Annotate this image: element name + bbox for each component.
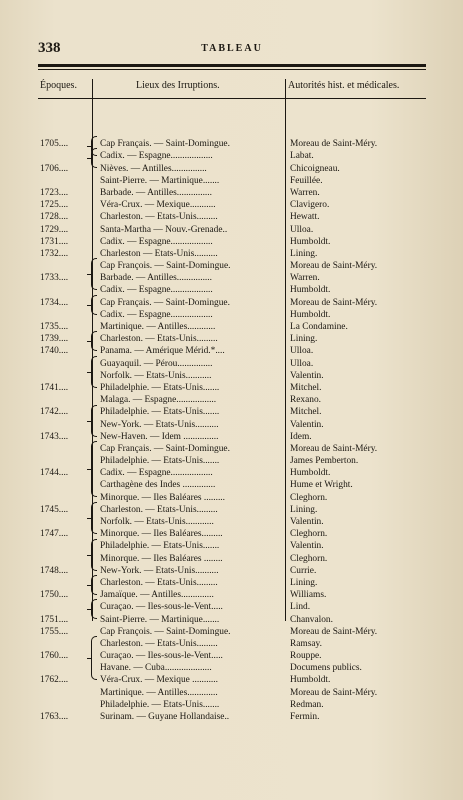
author-cell: Chicoigneau. <box>290 163 340 174</box>
place-cell: Norfolk. — Etats-Unis........... <box>100 370 212 381</box>
author-cell: Rouppe. <box>290 651 322 662</box>
table-row <box>0 516 463 528</box>
author-cell: Mitchel. <box>290 407 322 418</box>
year-cell: 1744.... <box>40 468 69 479</box>
table-row <box>0 284 463 296</box>
author-cell: Humboldt. <box>290 285 331 296</box>
author-cell: Rexano. <box>290 395 321 406</box>
author-cell: Williams. <box>290 590 327 601</box>
table-row <box>0 236 463 248</box>
author-cell: James Pemberton. <box>290 456 359 467</box>
brace <box>91 502 97 534</box>
brace <box>91 599 97 619</box>
table-row <box>0 565 463 577</box>
place-cell: Charleston. — Etats-Unis......... <box>100 638 218 649</box>
place-cell: Philadelphie. — Etats-Unis....... <box>100 699 220 710</box>
table-row <box>0 370 463 382</box>
author-cell: Hume et Wright. <box>290 480 353 491</box>
year-cell: 1755.... <box>40 626 69 637</box>
table-row <box>0 540 463 552</box>
year-cell: 1743.... <box>40 431 69 442</box>
year-cell: 1748.... <box>40 565 69 576</box>
place-cell: Véra-Crux. — Mexique ........... <box>100 675 218 686</box>
header-rule-thin <box>38 69 426 70</box>
place-cell: Cap François. — Saint-Domingue. <box>100 626 231 637</box>
brace <box>91 356 97 388</box>
table-row <box>0 224 463 236</box>
place-cell: Martinique. — Antilles............. <box>100 687 218 698</box>
table-row <box>0 248 463 260</box>
place-cell: Norfolk. — Etats-Unis............ <box>100 517 214 527</box>
table-body <box>0 126 463 723</box>
author-cell: Mitchel. <box>290 382 322 393</box>
place-cell: Charleston — Etats-Unis.......... <box>100 248 218 259</box>
author-cell: Humboldt. <box>290 236 331 247</box>
table-row <box>0 455 463 467</box>
author-cell: Documens publics. <box>290 663 362 674</box>
place-cell: Saint-Pierre. — Martinique....... <box>100 175 220 186</box>
place-cell: New-York. — Etats-Unis.......... <box>100 565 219 576</box>
table-row <box>0 260 463 272</box>
place-cell: Charleston. — Etats-Unis......... <box>100 212 218 223</box>
place-cell: Cap Français. — Saint-Domingue. <box>100 443 230 454</box>
place-cell: Charleston. — Etats-Unis......... <box>100 334 218 345</box>
table-row <box>0 614 463 626</box>
year-cell: 1747.... <box>40 529 69 540</box>
table-row <box>0 138 463 150</box>
year-cell: 1740.... <box>40 346 69 357</box>
author-cell: Moreau de Saint-Méry. <box>290 139 378 150</box>
year-cell: 1735.... <box>40 322 69 332</box>
place-cell: Panama. — Amérique Mérid.*.... <box>100 346 225 357</box>
year-cell: 1731.... <box>40 236 69 247</box>
place-cell: Cap François. — Saint-Domingue. <box>100 261 231 272</box>
author-cell: Warren. <box>290 273 320 284</box>
table-row <box>0 699 463 711</box>
table-row <box>0 358 463 370</box>
author-cell: Clavigero. <box>290 200 330 211</box>
year-cell: 1750.... <box>40 590 69 601</box>
place-cell: Barbade. — Antilles............... <box>100 273 212 284</box>
author-cell: Chanvalon. <box>290 614 333 625</box>
author-cell: Moreau de Saint-Méry. <box>290 261 378 272</box>
place-cell: Minorque. — Iles Baléares ......... <box>100 492 225 503</box>
place-cell: Martinique. — Antilles............ <box>100 322 216 332</box>
author-cell: Cleghorn. <box>290 553 328 564</box>
author-cell: Valentin. <box>290 517 324 527</box>
table-row <box>0 479 463 491</box>
place-cell: Charleston. — Etats-Unis......... <box>100 504 218 515</box>
table-row <box>0 175 463 187</box>
author-cell: Lining. <box>290 577 318 588</box>
author-cell: Lining. <box>290 504 318 515</box>
table-row <box>0 674 463 686</box>
place-cell: Minorque. — Iles Baléares ........ <box>100 553 223 564</box>
author-cell: Humboldt. <box>290 675 331 686</box>
table-row <box>0 163 463 175</box>
table-row <box>0 382 463 394</box>
place-cell: Curaçao. — Iles-sous-le-Vent..... <box>100 651 223 662</box>
year-cell: 1751.... <box>40 614 69 625</box>
table-row <box>0 211 463 223</box>
author-cell: Labat. <box>290 151 314 162</box>
place-cell: New-York. — Etats-Unis.......... <box>100 419 219 430</box>
author-cell: Lining. <box>290 248 318 259</box>
year-cell: 1739.... <box>40 334 69 345</box>
year-cell: 1706.... <box>40 163 69 174</box>
year-cell: 1705.... <box>40 139 69 150</box>
column-header-lieux: Lieux des Irruptions. <box>136 80 220 91</box>
table-row <box>0 345 463 357</box>
year-cell: 1762.... <box>40 675 69 686</box>
table-row <box>0 504 463 516</box>
place-cell: Guayaquil. — Pérou............... <box>100 358 213 369</box>
place-cell: Cadix. — Espagne.................. <box>100 285 213 296</box>
place-cell: Santa-Martha — Nouv.-Grenade.. <box>100 224 228 235</box>
table-row <box>0 443 463 455</box>
header-rule-thick <box>38 64 426 67</box>
author-cell: Cleghorn. <box>290 492 328 503</box>
year-cell: 1732.... <box>40 248 69 259</box>
author-cell: Hewatt. <box>290 212 320 223</box>
table-row <box>0 309 463 321</box>
author-cell: Ramsay. <box>290 638 322 649</box>
author-cell: Ulloa. <box>290 346 314 357</box>
place-cell: Philadelphie. — Etats-Unis....... <box>100 541 220 552</box>
place-cell: New-Haven. — Idem ............... <box>100 431 219 442</box>
brace <box>91 636 97 680</box>
table-row <box>0 321 463 333</box>
place-cell: Malaga. — Espagne................. <box>100 395 217 406</box>
year-cell: 1725.... <box>40 200 69 211</box>
place-cell: Minorque. — Iles Baléares......... <box>100 529 223 540</box>
place-cell: Véra-Crux. — Mexique........... <box>100 200 216 211</box>
author-cell: Currie. <box>290 565 317 576</box>
year-cell: 1745.... <box>40 504 69 515</box>
author-cell: Valentin. <box>290 370 324 381</box>
year-cell: 1760.... <box>40 651 69 662</box>
author-cell: Fermin. <box>290 712 320 722</box>
page-number: 338 <box>38 40 61 56</box>
table-row <box>0 297 463 309</box>
author-cell: Moreau de Saint-Méry. <box>290 297 378 308</box>
table-row <box>0 650 463 662</box>
table-row <box>0 711 463 723</box>
author-cell: Idem. <box>290 431 312 442</box>
brace <box>91 405 97 437</box>
table-row <box>0 394 463 406</box>
table-row <box>0 553 463 565</box>
author-cell: Ulloa. <box>290 224 314 235</box>
column-header-rule <box>38 98 426 99</box>
table-row <box>0 589 463 601</box>
author-cell: Redman. <box>290 699 324 710</box>
column-header-epoques: Époques. <box>40 80 77 91</box>
year-cell: 1723.... <box>40 187 69 198</box>
author-cell: Humboldt. <box>290 309 331 320</box>
author-cell: Feuillée. <box>290 175 323 186</box>
year-cell: 1729.... <box>40 224 69 235</box>
table-row <box>0 528 463 540</box>
table-row <box>0 272 463 284</box>
column-headers <box>38 80 426 96</box>
table-row <box>0 638 463 650</box>
author-cell: Lining. <box>290 334 318 345</box>
place-cell: Barbade. — Antilles............... <box>100 187 212 198</box>
year-cell: 1728.... <box>40 212 69 223</box>
year-cell: 1742.... <box>40 407 69 418</box>
author-cell: Humboldt. <box>290 468 331 479</box>
table-row <box>0 626 463 638</box>
place-cell: Surinam. — Guyane Hollandaise.. <box>100 712 230 722</box>
table-row <box>0 662 463 674</box>
table-row <box>0 406 463 418</box>
brace <box>91 539 97 571</box>
place-cell: Cadix. — Espagne.................. <box>100 309 213 320</box>
place-cell: Cadix. — Espagne.................. <box>100 236 213 247</box>
place-cell: Jamaïque. — Antilles.............. <box>100 590 214 601</box>
place-cell: Philadelphie. — Etats-Unis....... <box>100 407 220 418</box>
table-row <box>0 126 463 138</box>
brace <box>91 331 97 351</box>
table-row <box>0 150 463 162</box>
table-row <box>0 492 463 504</box>
place-cell: Cadix. — Espagne.................. <box>100 468 213 479</box>
table-row <box>0 187 463 199</box>
table-row <box>0 467 463 479</box>
table-row <box>0 577 463 589</box>
place-cell: Curaçao. — Iles-sous-le-Vent..... <box>100 602 223 613</box>
place-cell: Havane. — Cuba.................... <box>100 663 212 674</box>
brace <box>91 441 97 497</box>
author-cell: Moreau de Saint-Méry. <box>290 443 378 454</box>
year-cell: 1733.... <box>40 273 69 284</box>
brace <box>91 295 97 315</box>
table-row <box>0 431 463 443</box>
place-cell: Cadix. — Espagne.................. <box>100 151 213 162</box>
author-cell: Ulloa. <box>290 358 314 369</box>
place-cell: Cap Français. — Saint-Domingue. <box>100 297 230 308</box>
place-cell: Saint-Pierre. — Martinique....... <box>100 614 220 625</box>
table-row <box>0 199 463 211</box>
year-cell: 1763.... <box>40 712 69 722</box>
table-row <box>0 601 463 613</box>
author-cell: Moreau de Saint-Méry. <box>290 626 378 637</box>
place-cell: Charleston. — Etats-Unis......... <box>100 577 218 588</box>
table-row <box>0 687 463 699</box>
page-header <box>38 40 426 56</box>
table-row <box>0 333 463 345</box>
column-header-autorites: Autorités hist. et médicales. <box>288 80 400 91</box>
place-cell: Carthagène des Indes .............. <box>100 480 216 491</box>
place-cell: Cap Français. — Saint-Domingue. <box>100 139 230 150</box>
brace <box>91 575 97 595</box>
year-cell: 1734.... <box>40 297 69 308</box>
year-cell: 1741.... <box>40 382 69 393</box>
table-row <box>0 419 463 431</box>
author-cell: Cleghorn. <box>290 529 328 540</box>
author-cell: Warren. <box>290 187 320 198</box>
place-cell: Philadelphie. — Etats-Unis....... <box>100 382 220 393</box>
author-cell: Valentin. <box>290 419 324 430</box>
place-cell: Philadelphie. — Etats-Unis....... <box>100 456 220 467</box>
author-cell: Valentin. <box>290 541 324 552</box>
author-cell: Moreau de Saint-Méry. <box>290 687 378 698</box>
place-cell: Nièves. — Antilles............... <box>100 163 207 174</box>
author-cell: La Condamine. <box>290 322 348 332</box>
running-title: TABLEAU <box>201 43 263 54</box>
brace <box>91 258 97 290</box>
brace <box>91 148 97 168</box>
author-cell: Lind. <box>290 602 311 613</box>
